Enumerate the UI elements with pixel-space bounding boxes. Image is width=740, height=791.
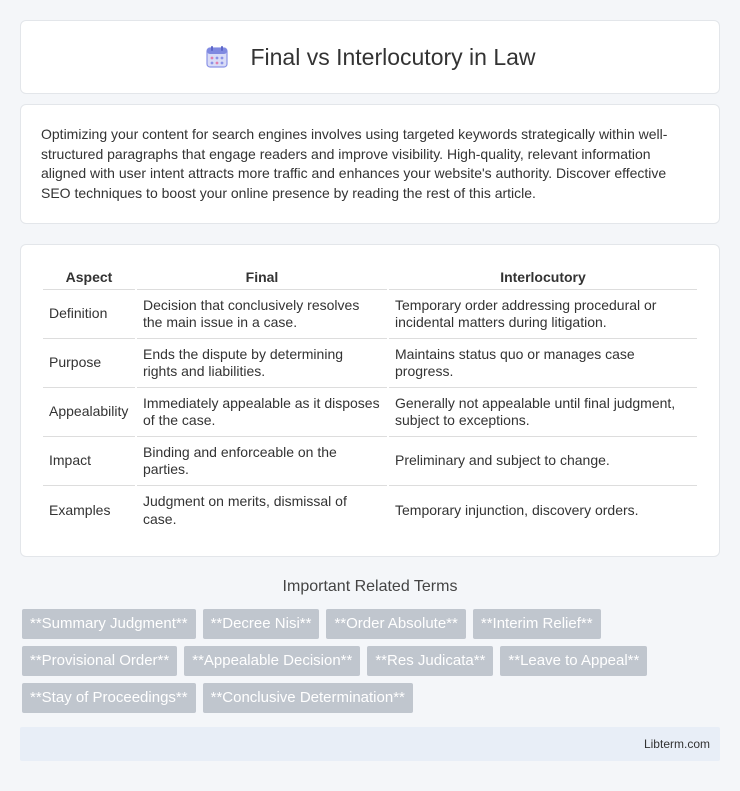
final-cell: Ends the dispute by determining rights and liabilities. (137, 339, 387, 388)
related-term-tag[interactable]: **Stay of Proceedings** (22, 683, 196, 713)
table-header-row (43, 265, 697, 290)
interlocutory-cell: Generally not appealable until final judgment, subject to exceptions. (389, 388, 697, 437)
table-row (43, 388, 697, 437)
related-terms-list (22, 609, 702, 713)
page-title: Final vs Interlocutory in Law (250, 43, 536, 70)
comparison-table (41, 265, 699, 535)
related-terms-title: Important Related Terms (282, 578, 458, 595)
footer (20, 727, 720, 761)
related-term-tag[interactable]: **Conclusive Determination** (203, 683, 413, 713)
final-cell: Immediately appealable as it disposes of the case. (137, 388, 387, 437)
related-term-tag[interactable]: **Decree Nisi** (203, 609, 320, 639)
header-final: Final (137, 265, 387, 290)
aspect-cell: Examples (49, 501, 111, 518)
aspect-cell: Definition (43, 290, 135, 339)
final-cell: Decision that conclusively resolves the main issue in a case. (137, 290, 387, 339)
related-term-tag[interactable]: **Order Absolute** (326, 609, 465, 639)
interlocutory-cell: Temporary order addressing procedural or incidental matters during litigation. (389, 290, 697, 339)
aspect-cell: Impact (43, 437, 135, 486)
related-term-tag[interactable]: **Provisional Order** (22, 646, 177, 676)
final-cell: Binding and enforceable on the parties. (137, 437, 387, 486)
related-term-tag[interactable]: **Interim Relief** (473, 609, 601, 639)
final-cell: Judgment on merits, dismissal of case. (143, 493, 347, 527)
calendar-icon (204, 44, 230, 70)
related-term-tag[interactable]: **Res Judicata** (367, 646, 493, 676)
interlocutory-cell: Preliminary and subject to change. (389, 437, 697, 486)
footer-site-link[interactable]: Libterm.com (643, 737, 710, 751)
intro-card (20, 104, 720, 224)
table-row (43, 437, 697, 486)
aspect-cell: Purpose (43, 339, 135, 388)
table-row (43, 290, 697, 339)
interlocutory-cell: Temporary injunction, discovery orders. (395, 501, 639, 518)
interlocutory-cell: Maintains status quo or manages case progress. (389, 339, 697, 388)
header-interlocutory: Interlocutory (389, 265, 697, 290)
aspect-cell: Appealability (43, 388, 135, 437)
comparison-table-card (20, 244, 720, 557)
intro-text: Optimizing your content for search engines involves using targeted keywords strategically within well-structured paragraphs that engage readers and improve visibility. High-quality, relevant information aligned with user intent attracts more traffic and enhances your website's authority. Discover effective SEO techniques to boost your online presence by reading the rest of this article. (41, 126, 668, 201)
related-term-tag[interactable]: **Appealable Decision** (184, 646, 360, 676)
table-row (43, 486, 697, 535)
header-aspect: Aspect (43, 265, 135, 290)
related-term-tag[interactable]: **Summary Judgment** (22, 609, 196, 639)
table-row (43, 339, 697, 388)
related-term-tag[interactable]: **Leave to Appeal** (500, 646, 647, 676)
header-card (20, 20, 720, 94)
